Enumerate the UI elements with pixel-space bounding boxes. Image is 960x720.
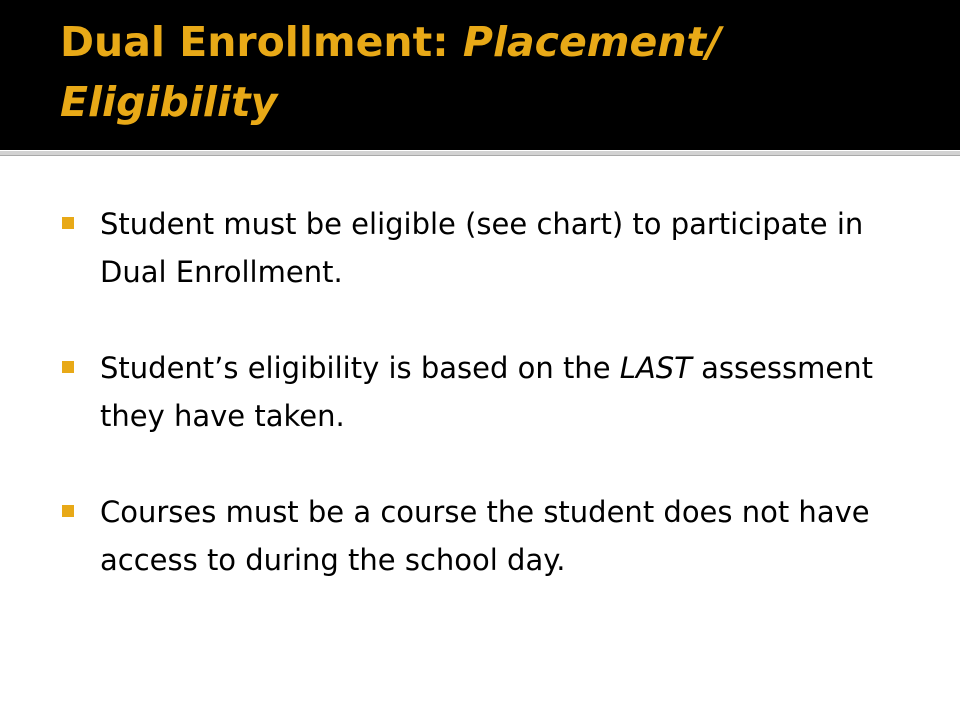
square-bullet-icon — [62, 217, 74, 229]
title-italic-text: Placement/ Eligibility — [60, 18, 722, 126]
title-main-text: Dual Enrollment: — [60, 18, 463, 66]
title-bar — [0, 0, 960, 150]
title-divider — [0, 150, 960, 156]
bullet-item-eligibility-chart — [60, 200, 920, 296]
square-bullet-icon — [62, 361, 74, 373]
slide-title — [60, 12, 920, 132]
bullet-item-last-assessment — [60, 344, 920, 440]
bullet-text: Student must be eligible (see chart) to participate in Dual Enrollment. — [100, 207, 864, 289]
bullet-text-tail: assessment they have taken. — [100, 351, 873, 433]
bullet-text-emphasis: LAST — [619, 351, 692, 385]
bullet-list — [60, 200, 920, 632]
bullet-item-course-access — [60, 488, 920, 584]
square-bullet-icon — [62, 505, 74, 517]
bullet-text: Courses must be a course the student does not have access to during the school day. — [100, 495, 870, 577]
bullet-text-lead: Student’s eligibility is based on the — [100, 351, 620, 385]
